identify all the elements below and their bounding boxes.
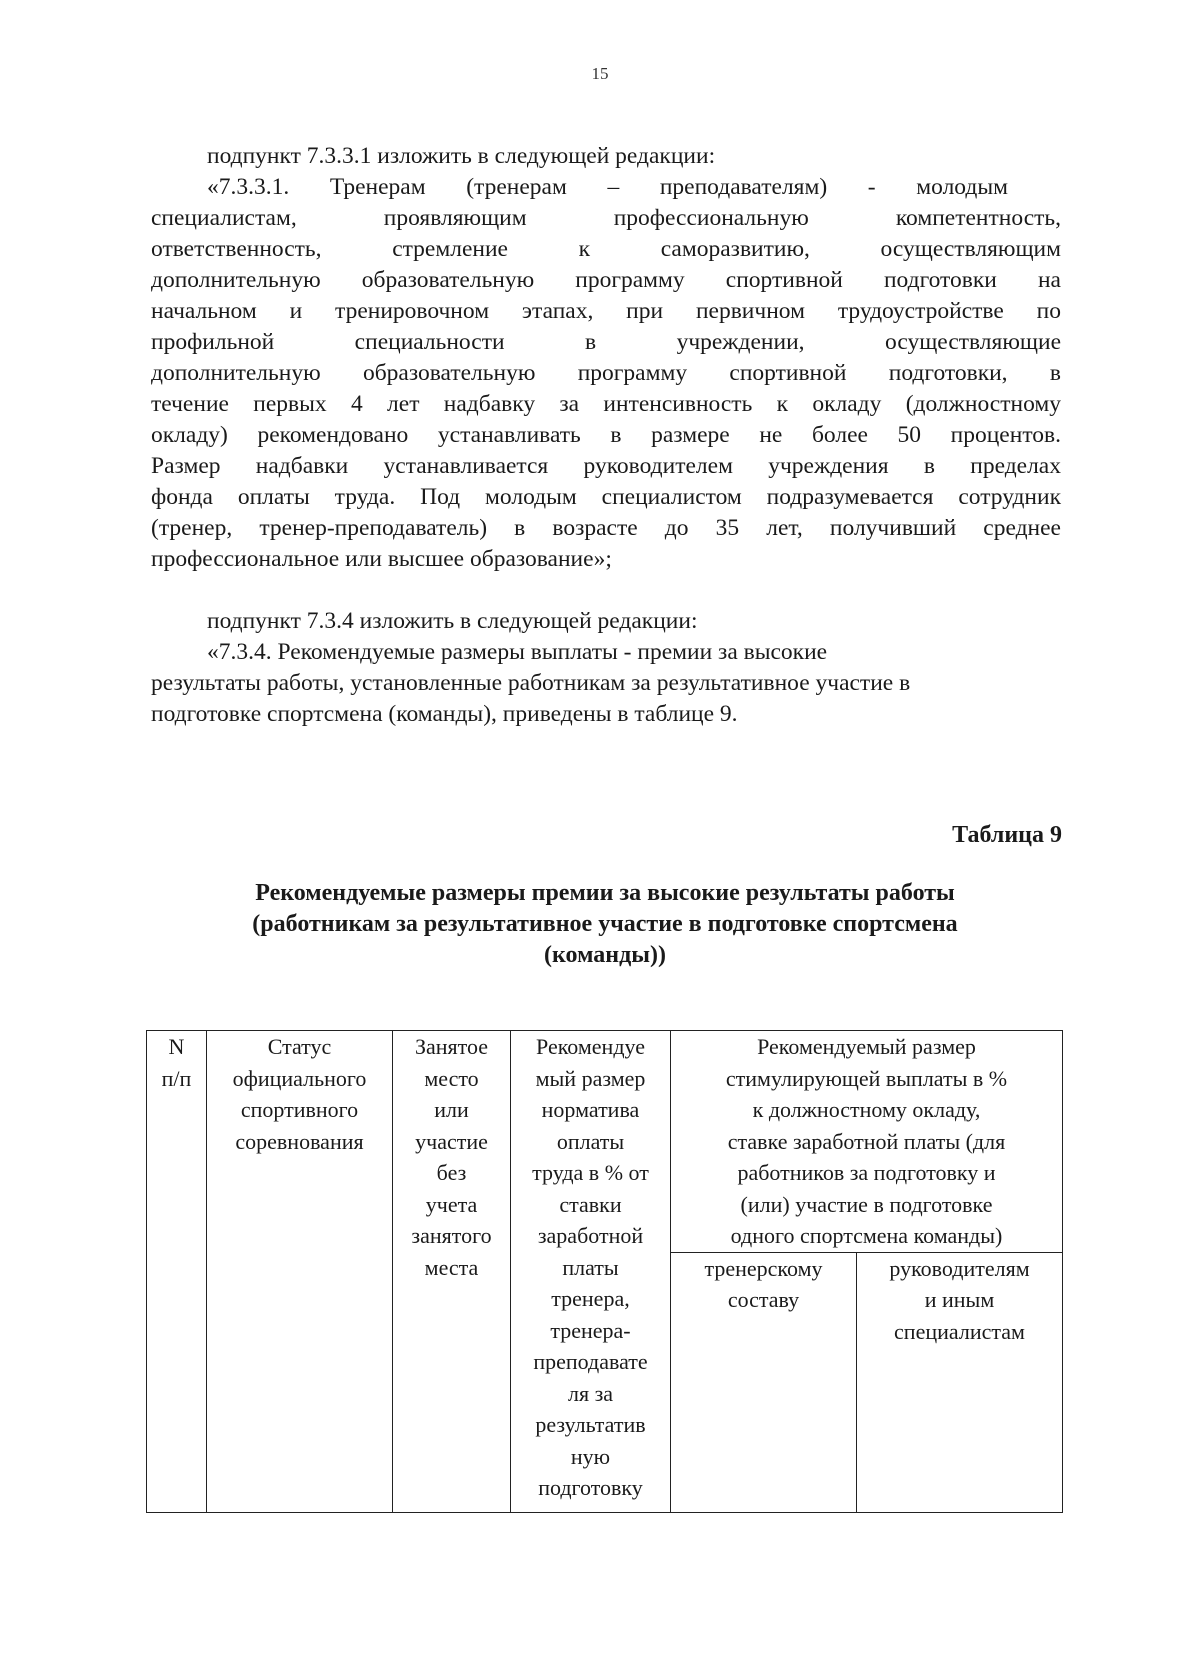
- subheader-managers-line: и иным: [924, 1287, 995, 1312]
- para2-line: результаты работы, установленные работникам за результативное участие в: [151, 670, 911, 696]
- header-recommended-line: Рекомендуемый размер: [757, 1034, 976, 1059]
- header-norm-line: тренера,: [551, 1286, 630, 1311]
- para1-line: фонда оплаты труда. Под молодым специалистом подразумевается сотрудник: [151, 484, 1061, 510]
- header-norm-line: подготовку: [538, 1475, 643, 1500]
- subheader-managers-line: специалистам: [894, 1318, 1025, 1344]
- header-norm-line: тренера-: [550, 1317, 631, 1343]
- para1-line: профессиональное или высшее образование»;: [151, 546, 612, 572]
- para1-line: «7.3.3.1. Тренерам (тренерам – преподавателям) - молодым: [207, 174, 1008, 200]
- header-norm-line: норматива: [541, 1097, 640, 1122]
- header-place-line: Занятое: [414, 1034, 489, 1059]
- header-norm-line: мый размер: [535, 1065, 646, 1091]
- header-recommended-line: одного спортсмена команды): [730, 1223, 1003, 1248]
- header-norm-line: ля за: [567, 1380, 614, 1406]
- header-recommended-line: к должностному окладу,: [752, 1097, 981, 1122]
- subheader-managers: [857, 1252, 1063, 1513]
- subheader-coaches-line: тренерскому: [704, 1255, 823, 1281]
- header-recommended-payment: [671, 1031, 1063, 1253]
- header-recommended-line: работников за подготовку и: [737, 1160, 996, 1185]
- para1-line: подпункт 7.3.3.1 изложить в следующей редакции:: [207, 143, 716, 169]
- header-status-line: Статус: [267, 1034, 332, 1059]
- page-number: 15: [591, 64, 609, 83]
- header-place-line: занятого: [411, 1223, 492, 1248]
- subheader-coaches-line: составу: [727, 1287, 800, 1312]
- header-status-line: спортивного: [240, 1097, 359, 1122]
- para1-line: течение первых 4 лет надбавку за интенсивность к окладу (должностному: [151, 391, 1061, 417]
- header-number: [147, 1031, 207, 1513]
- header-number-line: N: [168, 1034, 185, 1059]
- header-place-line: или: [434, 1097, 469, 1122]
- subheader-coaching-staff: [671, 1252, 857, 1513]
- header-norm-line: ставки: [559, 1191, 622, 1217]
- table-title: [150, 878, 1060, 971]
- table-title-line: Рекомендуемые размеры премии за высокие результаты работы: [255, 880, 955, 906]
- header-recommended-line: стимулирующей выплаты в %: [725, 1065, 1008, 1091]
- header-place-line: места: [424, 1254, 479, 1280]
- para1-line: дополнительную образовательную программу спортивной подготовки, в: [151, 360, 1061, 386]
- para1-line: начальном и тренировочном этапах, при первичном трудоустройстве по: [151, 298, 1061, 324]
- header-number-line: п/п: [161, 1065, 192, 1091]
- header-competition-status: [207, 1031, 393, 1513]
- header-norm-line: оплаты: [556, 1128, 625, 1154]
- para1-line: специалистам, проявляющим профессиональную компетентность,: [151, 205, 1061, 231]
- header-norm-line: платы: [562, 1254, 619, 1280]
- header-place: [393, 1031, 511, 1513]
- para1-line: Размер надбавки устанавливается руководителем учреждения в пределах: [151, 453, 1061, 479]
- para1-line: профильной специальности в учреждении, осуществляющие: [151, 329, 1061, 355]
- header-norm-line: ную: [570, 1443, 611, 1469]
- premium-table: [146, 1030, 1063, 1513]
- para1-line: ответственность, стремление к саморазвитию, осуществляющим: [151, 236, 1061, 262]
- header-norm-line: результатив: [535, 1412, 646, 1437]
- para2-line: подпункт 7.3.4 изложить в следующей редакции:: [207, 608, 698, 634]
- header-recommended-line: ставке заработной платы (для: [727, 1128, 1006, 1154]
- table-title-line: (команды)): [544, 942, 666, 968]
- para1-line: (тренер, тренер-преподаватель) в возрасте до 35 лет, получивший среднее: [151, 515, 1061, 541]
- header-status-line: соревнования: [235, 1128, 364, 1154]
- table-label: Таблица 9: [952, 822, 1062, 848]
- para1-line: дополнительную образовательную программу спортивной подготовки на: [151, 267, 1061, 293]
- header-place-line: учета: [425, 1191, 478, 1217]
- subheader-managers-line: руководителям: [889, 1255, 1030, 1281]
- header-place-line: место: [424, 1065, 479, 1091]
- para2-line: «7.3.4. Рекомендуемые размеры выплаты - премии за высокие: [207, 639, 828, 665]
- header-norm-line: преподавате: [533, 1349, 648, 1374]
- para1-line: окладу) рекомендовано устанавливать в размере не более 50 процентов.: [151, 422, 1061, 448]
- table-title-line: (работникам за результативное участие в подготовке спортсмена: [252, 911, 958, 937]
- header-recommended-line: (или) участие в подготовке: [740, 1191, 993, 1217]
- header-norm-line: Рекомендуе: [536, 1034, 645, 1059]
- para2-line: подготовке спортсмена (команды), приведены в таблице 9.: [151, 701, 738, 727]
- header-norm-line: заработной: [537, 1223, 644, 1248]
- header-norm-line: труда в % от: [532, 1160, 649, 1185]
- header-norm: [511, 1031, 671, 1513]
- header-place-line: без: [436, 1160, 467, 1185]
- header-status-line: официального: [232, 1065, 367, 1091]
- header-place-line: участие: [415, 1128, 488, 1154]
